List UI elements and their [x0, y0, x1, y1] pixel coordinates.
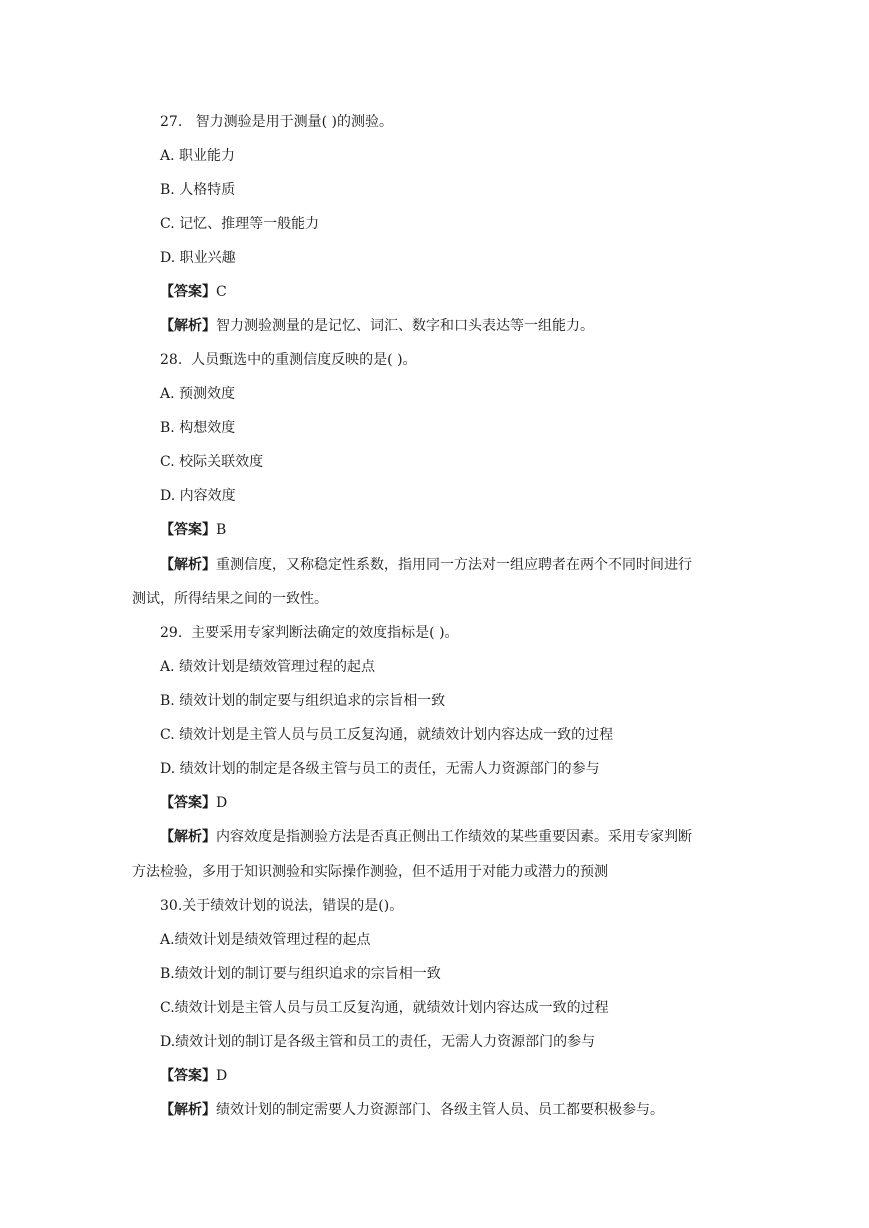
- answer-tag: 【答案】: [160, 284, 216, 300]
- analysis-continuation: 方法检验，多用于知识测验和实际操作测验，但不适用于对能力或潜力的预测: [132, 864, 608, 880]
- option-a: A. 绩效计划是绩效管理过程的起点: [160, 659, 376, 675]
- answer-value: D: [216, 795, 228, 811]
- option-a: A. 职业能力: [160, 148, 236, 164]
- question-number: 28.: [160, 352, 183, 368]
- analysis-continuation: 测试，所得结果之间的一致性。: [132, 591, 328, 607]
- question-number: 29.: [160, 625, 183, 641]
- analysis-tag: 【解析】: [160, 1102, 216, 1118]
- question-27-stem: [160, 112, 770, 132]
- option-a: A.绩效计划是绩效管理过程的起点: [160, 932, 371, 948]
- analysis-tag: 【解析】: [160, 557, 216, 573]
- analysis-line: [160, 827, 770, 847]
- option-a: A. 预测效度: [160, 386, 236, 402]
- question-text: 主要采用专家判断法确定的效度指标是( )。: [191, 625, 459, 641]
- analysis-tag: 【解析】: [160, 318, 216, 334]
- question-number: 27.: [160, 114, 183, 130]
- question-text: 智力测验是用于测量( )的测验。: [195, 114, 393, 130]
- answer-value: C: [216, 284, 227, 300]
- option-d: D. 内容效度: [160, 488, 236, 504]
- answer-line: [160, 1066, 770, 1086]
- option-c: C. 绩效计划是主管人员与员工反复沟通，就绩效计划内容达成一致的过程: [160, 727, 614, 743]
- analysis-text: 内容效度是指测验方法是否真正侧出工作绩效的某些重要因素。采用专家判断: [216, 829, 692, 845]
- question-29-stem: [160, 623, 770, 643]
- option-c: C. 校际关联效度: [160, 454, 264, 470]
- question-28-stem: [160, 350, 770, 370]
- option-b: B. 绩效计划的制定要与组织追求的宗旨相一致: [160, 693, 446, 709]
- option-d: D. 职业兴趣: [160, 250, 236, 266]
- option-d: D. 绩效计划的制定是各级主管与员工的责任，无需人力资源部门的参与: [160, 761, 600, 777]
- option-b: B. 构想效度: [160, 420, 236, 436]
- answer-value: B: [216, 522, 227, 538]
- answer-line: [160, 793, 770, 813]
- option-d: D.绩效计划的制订是各级主管和员工的责任，无需人力资源部门的参与: [160, 1034, 596, 1050]
- answer-value: D: [216, 1068, 228, 1084]
- question-text: 人员甄选中的重测信度反映的是( )。: [191, 352, 417, 368]
- answer-tag: 【答案】: [160, 795, 216, 811]
- analysis-line: [160, 555, 770, 575]
- analysis-line: [160, 316, 770, 336]
- question-text: 关于绩效计划的说法，错误的是()。: [182, 898, 404, 914]
- answer-tag: 【答案】: [160, 1068, 216, 1084]
- analysis-line: [160, 1100, 770, 1120]
- answer-line: [160, 282, 770, 302]
- option-b: B. 人格特质: [160, 182, 236, 198]
- option-b: B.绩效计划的制订要与组织追求的宗旨相一致: [160, 966, 441, 982]
- analysis-text: 绩效计划的制定需要人力资源部门、各级主管人员、员工都要积极参与。: [216, 1102, 664, 1118]
- option-c: C.绩效计划是主管人员与员工反复沟通，就绩效计划内容达成一致的过程: [160, 1000, 609, 1016]
- analysis-text: 重测信度，又称稳定性系数，指用同一方法对一组应聘者在两个不同时间进行: [216, 557, 692, 573]
- analysis-text: 智力测验测量的是记忆、词汇、数字和口头表达等一组能力。: [216, 318, 594, 334]
- answer-tag: 【答案】: [160, 522, 216, 538]
- answer-line: [160, 520, 770, 540]
- question-number: 30.: [160, 898, 183, 914]
- analysis-tag: 【解析】: [160, 829, 216, 845]
- question-30-stem: [160, 896, 770, 916]
- option-c: C. 记忆、推理等一般能力: [160, 216, 320, 232]
